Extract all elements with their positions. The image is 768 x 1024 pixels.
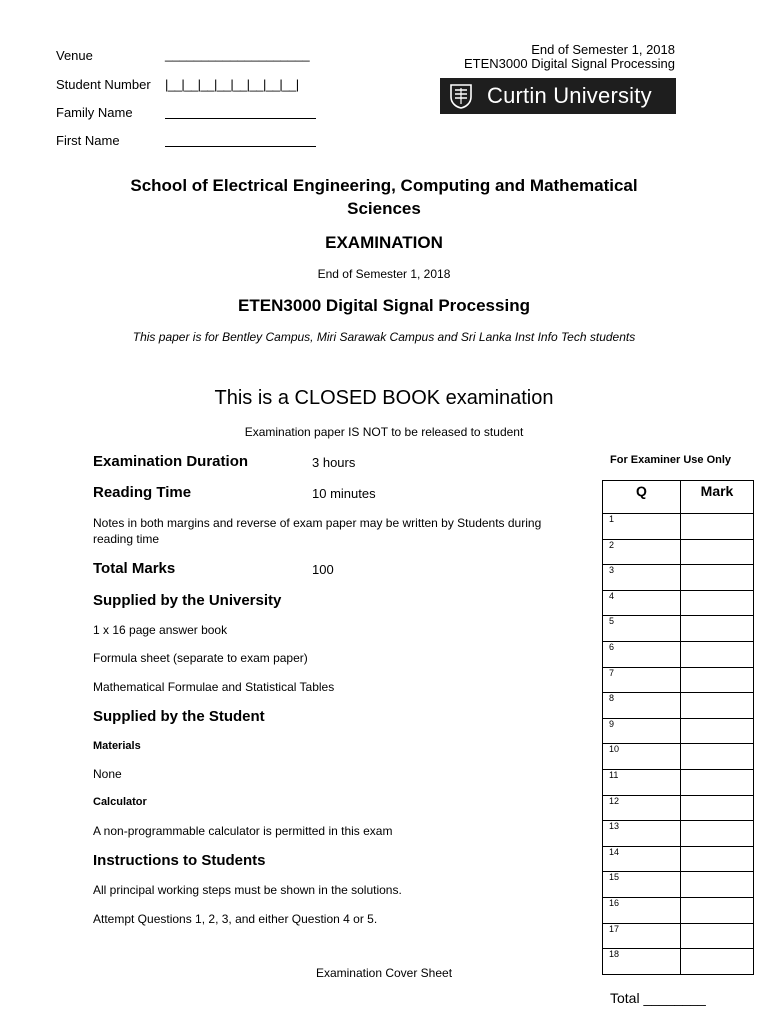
mark-cell[interactable] (681, 897, 754, 923)
materials-value: None (93, 767, 122, 781)
mark-cell[interactable] (681, 744, 754, 770)
table-row (603, 565, 754, 591)
column-mark-header: Mark (681, 481, 754, 514)
mark-cell[interactable] (681, 718, 754, 744)
mark-cell[interactable] (681, 590, 754, 616)
examiner-mark-table (602, 480, 754, 975)
question-number: 18 (603, 949, 681, 975)
supplied-university-heading: Supplied by the University (93, 592, 282, 609)
footer-text: Examination Cover Sheet (315, 966, 453, 980)
mark-cell[interactable] (681, 846, 754, 872)
school-line-1: School of Electrical Engineering, Computing and Mathematical (130, 176, 638, 195)
question-number: 6 (603, 641, 681, 667)
table-row (603, 923, 754, 949)
total-field[interactable]: Total ________ (610, 990, 706, 1006)
mark-cell[interactable] (681, 769, 754, 795)
school-line-2: Sciences (347, 199, 421, 218)
table-row (603, 667, 754, 693)
family-name-field[interactable] (165, 118, 316, 119)
total-marks-label: Total Marks (93, 560, 176, 577)
mark-cell[interactable] (681, 821, 754, 847)
examiner-heading: For Examiner Use Only (610, 454, 732, 466)
column-q-header: Q (603, 481, 681, 514)
duration-value: 3 hours (312, 455, 356, 470)
mark-cell[interactable] (681, 667, 754, 693)
reading-time-label: Reading Time (93, 484, 192, 501)
table-row (603, 616, 754, 642)
question-number: 9 (603, 718, 681, 744)
question-number: 14 (603, 846, 681, 872)
supplied-student-heading: Supplied by the Student (93, 708, 265, 725)
first-name-field[interactable] (165, 146, 316, 147)
question-number: 13 (603, 821, 681, 847)
mark-cell[interactable] (681, 565, 754, 591)
release-note: Examination paper IS NOT to be released to student (244, 425, 524, 439)
notes-line-2: reading time (93, 532, 160, 546)
mark-cell[interactable] (681, 641, 754, 667)
supplied-university-item: 1 x 16 page answer book (93, 623, 228, 637)
header-semester: End of Semester 1, 2018 (531, 42, 675, 57)
mark-cell[interactable] (681, 514, 754, 540)
mark-cell[interactable] (681, 795, 754, 821)
table-row (603, 641, 754, 667)
supplied-university-item: Mathematical Formulae and Statistical Tables (93, 680, 335, 694)
reading-time-value: 10 minutes (312, 486, 376, 501)
mark-cell[interactable] (681, 616, 754, 642)
first-name-label: First Name (56, 133, 120, 148)
calculator-value: A non-programmable calculator is permitted in this exam (93, 824, 393, 838)
venue-field[interactable]: ____________________ (165, 47, 310, 62)
table-row (603, 514, 754, 540)
title-unit: ETEN3000 Digital Signal Processing (238, 296, 530, 315)
table-row (603, 693, 754, 719)
question-number: 7 (603, 667, 681, 693)
table-row (603, 590, 754, 616)
supplied-university-item: Formula sheet (separate to exam paper) (93, 651, 308, 665)
table-row (603, 539, 754, 565)
question-number: 1 (603, 514, 681, 540)
question-number: 11 (603, 769, 681, 795)
question-number: 17 (603, 923, 681, 949)
mark-cell[interactable] (681, 693, 754, 719)
question-number: 3 (603, 565, 681, 591)
question-number: 15 (603, 872, 681, 898)
table-row (603, 744, 754, 770)
mark-cell[interactable] (681, 872, 754, 898)
table-row (603, 718, 754, 744)
question-number: 5 (603, 616, 681, 642)
table-row (603, 795, 754, 821)
venue-label: Venue (56, 48, 93, 63)
table-row (603, 897, 754, 923)
duration-label: Examination Duration (93, 453, 249, 470)
total-marks-value: 100 (312, 562, 334, 577)
instruction-item: Attempt Questions 1, 2, 3, and either Question 4 or 5. (93, 912, 378, 926)
notes-line-1: Notes in both margins and reverse of exam paper may be written by Students during (93, 516, 542, 530)
examination-heading: EXAMINATION (325, 233, 443, 252)
family-name-label: Family Name (56, 105, 133, 120)
table-row (603, 846, 754, 872)
question-number: 12 (603, 795, 681, 821)
closed-book-heading: This is a CLOSED BOOK examination (214, 387, 554, 409)
instruction-item: All principal working steps must be shown in the solutions. (93, 883, 402, 897)
table-row (603, 872, 754, 898)
table-row (603, 769, 754, 795)
header-unit: ETEN3000 Digital Signal Processing (464, 56, 675, 71)
student-number-label: Student Number (56, 77, 151, 92)
student-number-field[interactable]: |__|__|__|__|__|__|__|__| (165, 77, 299, 92)
curtin-logo (440, 78, 676, 114)
logo-text: Curtin University (487, 83, 652, 108)
materials-label: Materials (93, 740, 141, 752)
question-number: 2 (603, 539, 681, 565)
question-number: 10 (603, 744, 681, 770)
table-row (603, 821, 754, 847)
campus-note: This paper is for Bentley Campus, Miri Sarawak Campus and Sri Lanka Inst Info Tech students (132, 330, 636, 344)
question-number: 16 (603, 897, 681, 923)
crest-icon (449, 83, 473, 109)
instructions-heading: Instructions to Students (93, 852, 266, 869)
mark-cell[interactable] (681, 539, 754, 565)
question-number: 4 (603, 590, 681, 616)
calculator-label: Calculator (93, 796, 147, 808)
question-number: 8 (603, 693, 681, 719)
title-semester: End of Semester 1, 2018 (317, 267, 451, 281)
mark-cell[interactable] (681, 923, 754, 949)
